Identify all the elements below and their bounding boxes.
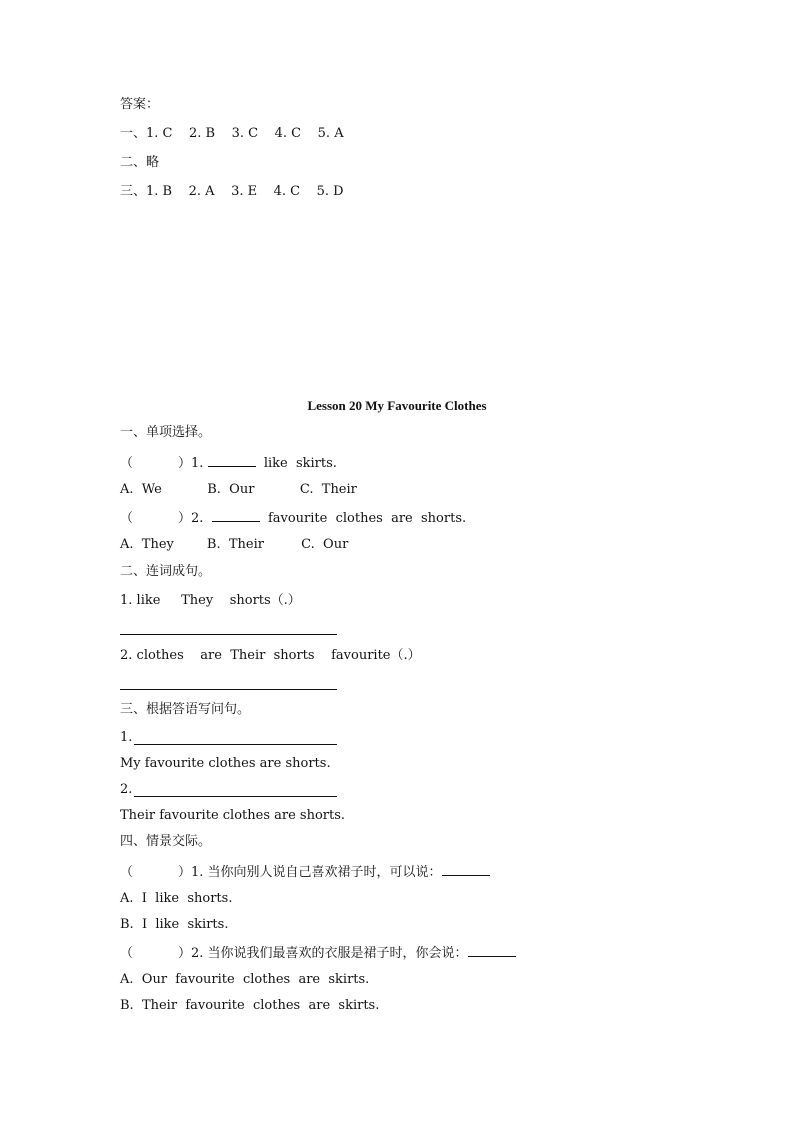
answer-blank[interactable] [442,863,490,876]
q-number: ）1. [178,456,204,471]
part2-question-1: 1. like They shorts（.） [120,593,301,608]
part4-q1-option-b: B. I like skirts. [120,917,229,932]
q-text: favourite clothes are shorts. [267,511,467,526]
part4-heading: 四、情景交际。 [120,834,212,849]
answers-line-2: 二、略 [120,155,160,170]
answer-line[interactable] [134,744,337,745]
answer-blank[interactable] [208,454,256,467]
part4-q1-option-a: A. I like shorts. [120,891,233,906]
q-number: ）2. [178,946,204,961]
part1-q1-options: A. We B. Our C. Their [120,482,357,497]
part1-question-2 [120,509,466,527]
part1-question-1 [120,454,337,472]
answer-blank[interactable] [212,509,260,522]
part2-heading: 二、连词成句。 [120,564,212,579]
q-text: 当你说我们最喜欢的衣服是裙子时，你会说： [207,946,468,961]
part4-question-1 [120,863,490,881]
part4-q2-option-a: A. Our favourite clothes are skirts. [120,972,370,987]
q-number: ）1. [178,865,204,880]
part3-answer-1: My favourite clothes are shorts. [120,756,331,771]
part1-heading: 一、单项选择。 [120,425,212,440]
q-number: 1. [120,730,133,745]
part3-heading: 三、根据答语写问句。 [120,702,251,717]
answers-line-1: 一、1. C 2. B 3. C 4. C 5. A [120,126,344,141]
paren-open: （ [120,946,134,961]
part4-q2-option-b: B. Their favourite clothes are skirts. [120,998,380,1013]
answers-line-3: 三、1. B 2. A 3. E 4. C 5. D [120,184,344,199]
answer-line[interactable] [134,796,337,797]
part4-question-2 [120,944,516,962]
answer-line[interactable] [120,689,337,690]
q-number: 2. [120,782,133,797]
lesson-title: Lesson 20 My Favourite Clothes [307,398,487,413]
paren-open: （ [120,511,134,526]
q-text: like skirts. [263,456,337,471]
answer-blank[interactable] [468,944,516,957]
part2-question-2: 2. clothes are Their shorts favourite（.） [120,648,421,663]
answer-line[interactable] [120,634,337,635]
q-number: ）2. [178,511,204,526]
paren-open: （ [120,456,134,471]
part3-question-1 [120,730,132,746]
q-text: 当你向别人说自己喜欢裙子时，可以说： [207,865,442,880]
part1-q2-options: A. They B. Their C. Our [120,537,349,552]
answers-heading: 答案： [120,97,160,112]
part3-question-2 [120,782,132,798]
part3-answer-2: Their favourite clothes are shorts. [120,808,346,823]
paren-open: （ [120,865,134,880]
